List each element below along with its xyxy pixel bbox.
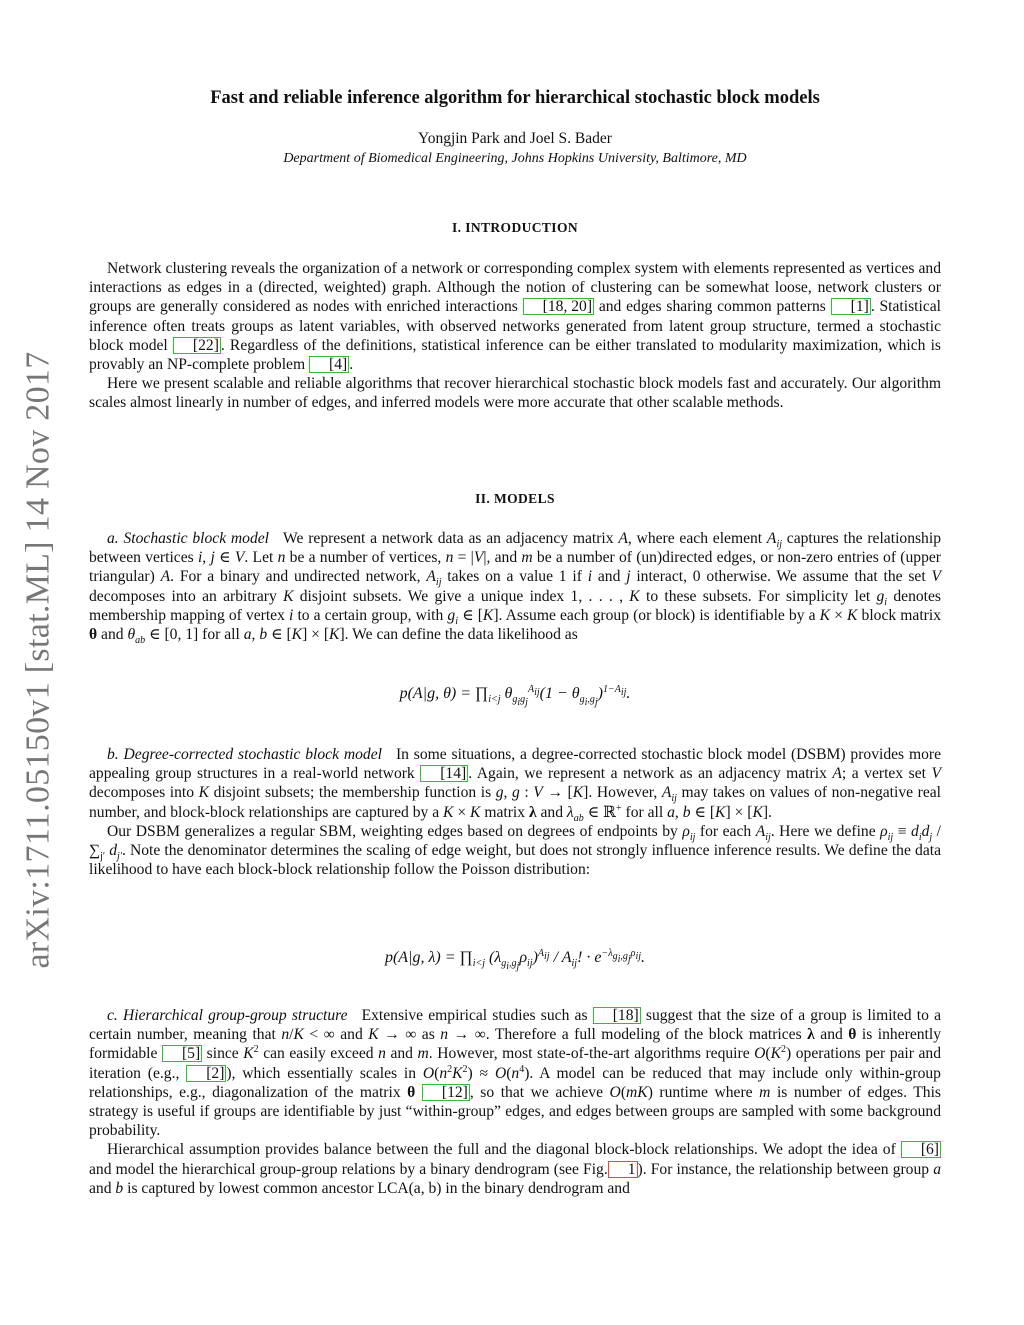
model-a-paragraph: a. Stochastic block model We represent a network data as an adjacency matrix A, where each element $A_{ij}$ captures the relationship between vertices i, j ∈ V. Let n be a number of vertices, n = |V|, and m be a number of (un)directed edges, or non-zero entries of (upper triangular) A. For a binary and undirected network, $A_{ij}$ takes on a value 1 if i and j interact, 0 otherwise. We assume that the set V decomposes into an arbitrary K disjoint subsets. We give a unique index 1, . . . , K to these subsets. For simplicity let $g_i$ denotes membership mapping of vertex i to a certain group, with $g_i$ ∈ [K]. Assume each group (or block) is identifiable by a K × K block matrix θ and $\theta_{ab}$ ∈ [0, 1] for all a, b ∈ [K] × [K]. We can define the data likelihood as: [89, 530, 942, 647]
affiliation: Department of Biomedical Engineering, Johns Hopkins University, Baltimore, MD: [283, 151, 747, 166]
model-c-paragraph: c. Hierarchical group-group structure Extensive empirical studies such as [18] suggest that the size of a group is limited to a certain number, meaning that n/K < ∞ and K → ∞ as n → ∞. Therefore a full modeling of the block matrices λ and θ is inherently formidable [5] since $K^2$ can easily exceed n and m. However, most state-of-the-art algorithms require $O(K^2)$ operations per pair and iteration (e.g., [2] ), which essentially scales in $O(n^2K^2) \approx O(n^4)$. A model can be reduced that may include only within-group relationships, e.g., diagonalization of the matrix θ [12] , so that we achieve O(mK) runtime where m is number of edges. This strategy is useful if groups are identifiable by just “within-group” edges, and edges between groups are sampled with some background probability.: [89, 1007, 942, 1140]
authors: Yongjin Park and Joel S. Bader: [418, 130, 612, 147]
paper-title: Fast and reliable inference algorithm for hierarchical stochastic block models: [210, 88, 820, 108]
citation-link[interactable]: [2]: [186, 1065, 226, 1082]
citation-link[interactable]: [22]: [173, 337, 221, 354]
citation-link[interactable]: [12]: [422, 1084, 470, 1101]
text-run: Network clustering reveals the organization of a network or corresponding complex system with elements represented as vertices and interactions as edges in a (directed, weighted) graph. Although the notion of clustering can be somewhat loose, network clusters or groups are generally considered as nodes with enriched interactions: [89, 260, 941, 316]
model-b-body: [89, 745, 941, 879]
intro-paragraph-2: Here we present scalable and reliable algorithms that recover hierarchical stochastic block models fast and accurately. Our algorithm scales almost linearly in number of edges, and inferred models were more accurate that other scalable methods.: [89, 375, 941, 412]
citation-link[interactable]: [18]: [593, 1007, 641, 1024]
model-b-paragraph: b. Degree-corrected stochastic block model In some situations, a degree-corrected stochastic block model (DSBM) provides more appealing group structures in a real-world network [14] . Again, we represent a network as an adjacency matrix A; a vertex set V decomposes into K disjoint subsets; the membership function is g, g : V → [K]. However, $A_{ij}$ may takes on values of non-negative real number, and block-block relationships are captured by a K × K matrix λ and $\lambda_{ab}$ ∈ ℝ+ for all a, b ∈ [K] × [K].: [89, 746, 942, 824]
model-c-paragraph-2: Hierarchical assumption provides balance between the full and the diagonal block-block relationships. We adopt the idea of [6] and model the hierarchical group-group relations by a binary dendrogram (see Fig. 1 ). For instance, the relationship between group a and b is captured by lowest common ancestor LCA(a, b) in the binary dendrogram and: [89, 1141, 941, 1197]
run-in-heading: a. Stochastic block model: [107, 530, 270, 547]
equation-sbm-likelihood: p(A|g, $\theta) = \prod_{i<j}$ $\theta_{g_ig_j}^{A_{ij}}(1 - \theta_{g_i,g_j})^{1-A_{ij}}$.: [399, 683, 631, 709]
citation-link[interactable]: [1]: [831, 298, 871, 315]
citation-link[interactable]: [14]: [420, 765, 468, 782]
citation-link[interactable]: [5]: [162, 1045, 202, 1062]
intro-body: [89, 259, 941, 413]
section-heading-introduction: I. INTRODUCTION: [451, 220, 579, 235]
section-heading-models: II. MODELS: [475, 491, 555, 506]
intro-paragraph-1: [89, 259, 941, 374]
citation-link[interactable]: [6]: [901, 1141, 941, 1158]
text-run: .: [349, 356, 354, 374]
figure-link[interactable]: 1: [608, 1161, 638, 1178]
model-b-paragraph-2: Our DSBM generalizes a regular SBM, weighting edges based on degrees of endpoints by $\rho_{ij}$ for each $A_{ij}$. Here we define $\rho_{ij} \equiv d_id_j / \sum_{j'}$ $d_{j'}$. Note the denominator determines the scaling of edge weight, but does not strongly influence inference results. We define the data likelihood to have each block-block relationship follow the Poisson distribution:: [89, 822, 942, 879]
arxiv-id: arXiv:1711.05150v1 [stat.ML] 14 Nov 2017: [19, 351, 57, 969]
run-in-heading: b. Degree-corrected stochastic block model: [107, 746, 382, 763]
citation-link[interactable]: [18, 20]: [523, 298, 594, 315]
text-run: and edges sharing common patterns: [594, 298, 831, 316]
equation-dsbm-likelihood: p(A|g, $\lambda) = \prod_{i<j}$ $(\lambda_{g_i,g_j}\rho_{ij})^{A_{ij}} / A_{ij}$! · $e^{-\lambda_{g_i,g_j}\rho_{ij}}$.: [384, 947, 646, 973]
text-run: . Regardless of the definitions, statistical inference can be either translated to modularity maximization, which is provably an NP-complete problem: [89, 336, 941, 374]
model-c-body: [89, 1006, 941, 1198]
model-a-body: [89, 529, 942, 647]
run-in-heading: c. Hierarchical group-group structure: [107, 1007, 348, 1024]
arxiv-stamp: [8, 340, 68, 980]
text-run: . Statistical inference often treats groups as latent variables, with observed networks generated from latent group structure, termed a stochastic block model: [89, 298, 941, 354]
citation-link[interactable]: [4]: [309, 356, 349, 373]
